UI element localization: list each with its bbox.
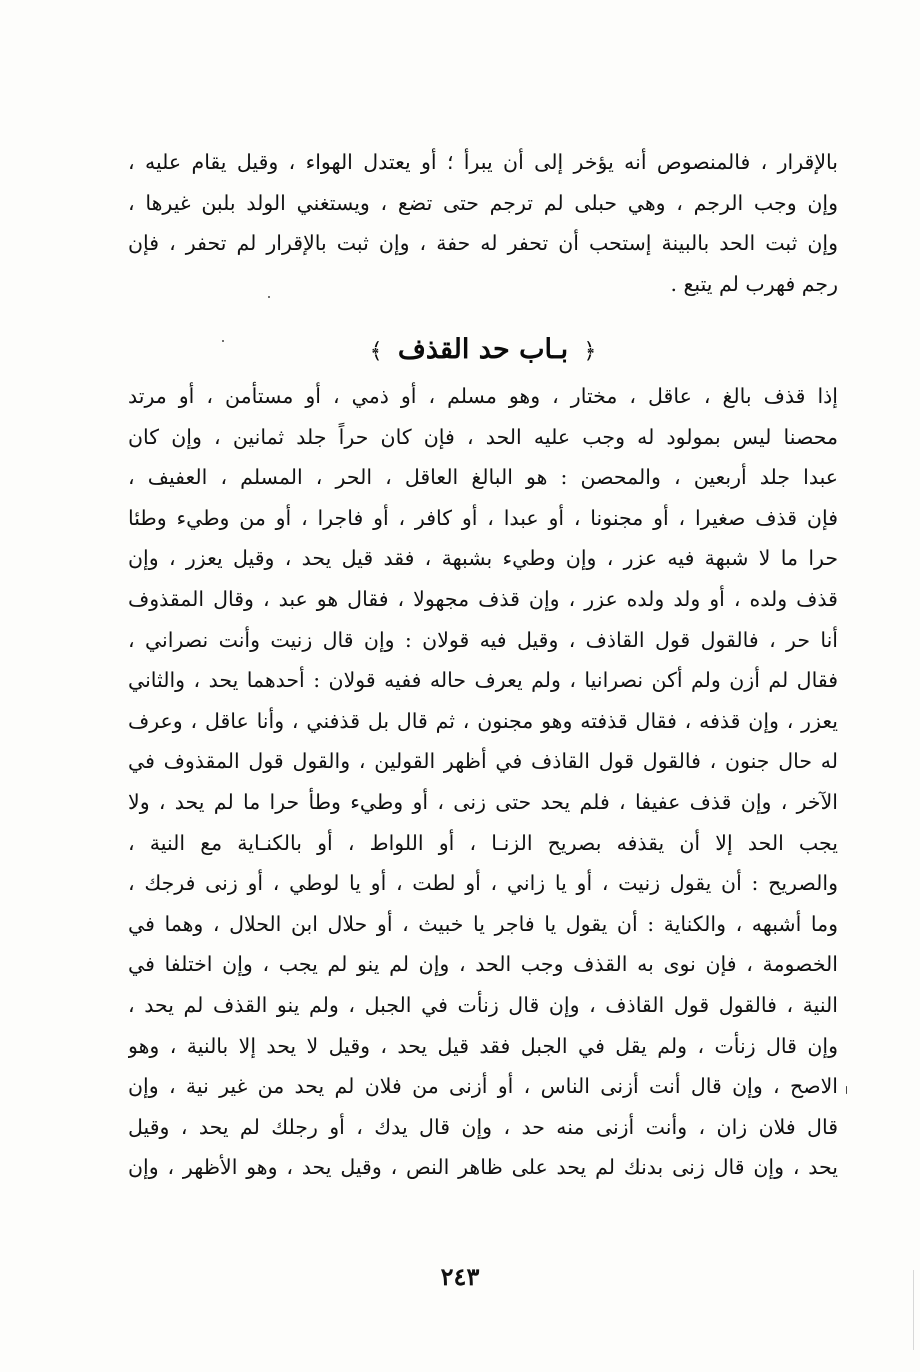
- text-line: وإن قال زنأت ، ولم يقل في الجبل فقد قيل يحد ، وقيل لا يحد إلا بالنية ، وهو: [128, 1033, 838, 1058]
- text-line: محصنا ليس بمولود له وجب عليه الحد ، فإن كان حراً جلد ثمانين ، وإن كان: [128, 424, 838, 449]
- text-line: عبدا جلد أربعين ، والمحصن : هو البالغ العاقل ، الحر ، المسلم ، العفيف ،: [128, 465, 838, 490]
- text-line: له حال جنون ، فالقول قول القاذف في أظهر القولين ، والقول قول المقذوف في: [128, 749, 838, 774]
- text-line: رجم فهرب لم يتبع .: [670, 271, 838, 296]
- text-line: إذا قذف بالغ ، عاقل ، مختار ، وهو مسلم ، أو ذمي ، أو مستأمن ، أو مرتد: [128, 384, 838, 408]
- ornament-bracket-left: ﴾: [369, 339, 383, 364]
- text-line: قذف ولده ، أو ولد ولده عزر ، وإن قذف مجهولا ، فقال هو عبد ، وقال المقذوف: [128, 586, 838, 611]
- text-line: بالإقرار ، فالمنصوص أنه يؤخر إلى أن يبرأ ؛ أو يعتدل الهواء ، وقيل يقام عليه ،: [128, 150, 838, 174]
- continued-text-block: [128, 142, 838, 304]
- text-line: النية ، فالقول قول القاذف ، وإن قال زنأت في الجبل ، ولم ينو القذف لم يحد ،: [128, 992, 838, 1017]
- text-line: يحد ، وإن قال زنى بدنك لم يحد على ظاهر النص ، وقيل يحد ، وهو الأظهر ، وإن: [128, 1155, 838, 1180]
- text-line: وإن وجب الرجم ، وهي حبلى لم ترجم حتى تضع ، ويستغني الولد بلبن غيرها ،: [128, 190, 838, 215]
- scan-speck: [222, 340, 224, 342]
- text-line: الخصومة ، فإن نوى به القذف وجب الحد ، وإن لم ينو لم يجب ، وإن اختلفا في: [128, 952, 838, 977]
- text-line: يعزر ، وإن قذفه ، فقال قذفته وهو مجنون ، ثم قال بل قذفني ، وأنا عاقل ، وعرف: [128, 708, 838, 733]
- scan-speck: [268, 296, 270, 298]
- text-line: قال فلان زان ، وأنت أزنى منه حد ، وإن قال يدك ، أو رجلك لم يحد ، وقيل: [128, 1114, 838, 1139]
- section-heading: [128, 328, 838, 374]
- text-line: الاصح ، وإن قال أنت أزنى الناس ، أو أزنى من فلان لم يحد من غير نية ، وإن: [128, 1074, 838, 1099]
- text-line: وما أشبهه ، والكناية : أن يقول يا فاجر يا خبيث ، أو حلال ابن الحلال ، وهما في: [128, 911, 838, 936]
- text-line: يجب الحد إلا أن يقذفه بصريح الزنـا ، أو اللواط ، أو بالكنـاية مع النية ،: [128, 830, 838, 855]
- text-line: والصريح : أن يقول زنيت ، أو يا زاني ، أو لطت ، أو يا لوطي ، أو زنى فرجك ،: [128, 871, 838, 896]
- text-line: أنا حر ، فالقول قول القاذف ، وقيل فيه قولان : وإن قال زنيت وأنت نصراني ،: [128, 627, 838, 652]
- page-number: ٢٤٣: [440, 1262, 480, 1291]
- section-title: بـاب حد القذف: [397, 334, 569, 365]
- text-line: وإن ثبت الحد بالبينة إستحب أن تحفر له حفة ، وإن ثبت بالإقرار لم تحفر ، فإن: [128, 231, 838, 256]
- ornament-bracket-right: ﴿: [583, 339, 597, 364]
- text-line: فقال لم أزن ولم أكن نصرانيا ، ولم يعرف حاله ففيه قولان : أحدهما يحد ، والثاني: [128, 668, 838, 693]
- text-line: الآخر ، وإن قذف عفيفا ، فلم يحد حتى زنى ، أو وطيء وطأ حرا ما لم يحد ، ولا: [128, 789, 838, 814]
- page-edge-mark: [903, 1270, 914, 1350]
- section-body: [128, 376, 838, 1188]
- text-line: حرا ما لا شبهة فيه عزر ، وإن وطيء بشبهة ، فقد قيل يحد ، وقيل يعزر ، وإن: [128, 546, 838, 571]
- scan-speck: [846, 1086, 847, 1094]
- text-line: فإن قذف صغيرا ، أو مجنونا ، أو عبدا ، أو كافر ، أو فاجرا ، أو من وطيء وطئا: [128, 505, 838, 530]
